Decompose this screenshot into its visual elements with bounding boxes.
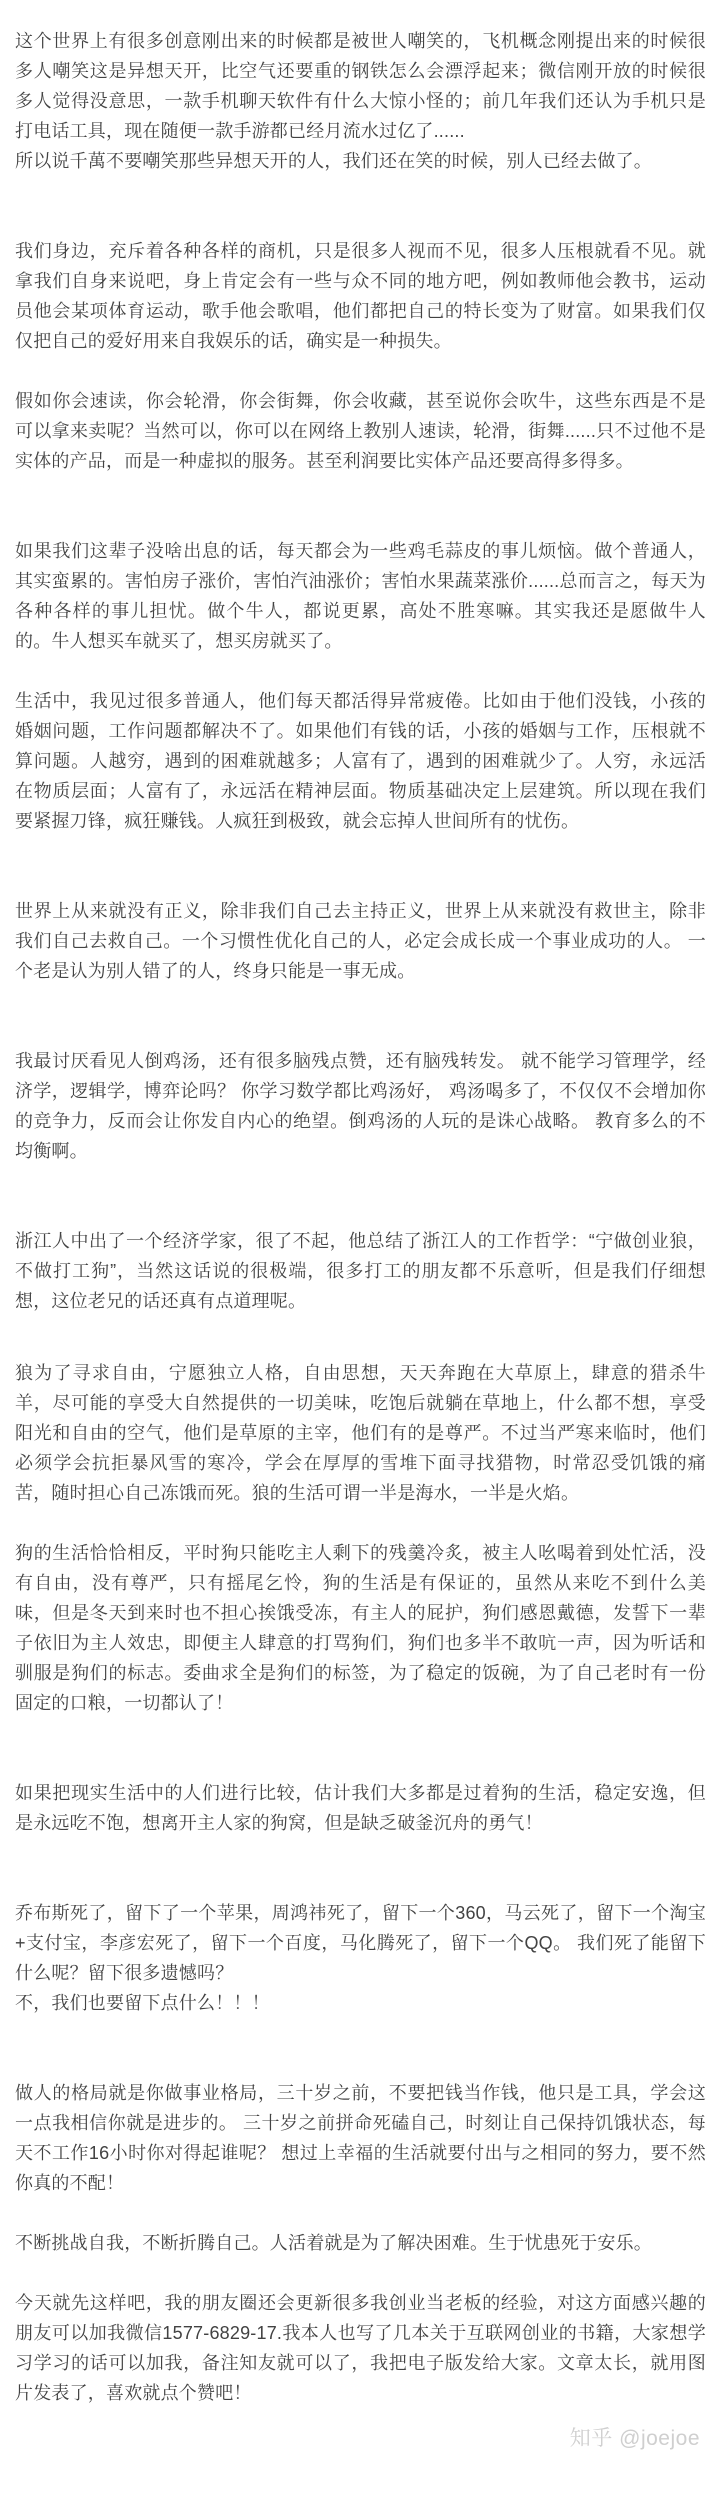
paragraph-dont-mock: 所以说千萬不要嘲笑那些异想天开的人，我们还在笑的时候，别人已经去做了。 <box>15 151 652 171</box>
zhihu-watermark: 知乎 @joejoe <box>569 2427 700 2450</box>
paragraph-ordinary-person: 如果我们这辈子没啥出息的话，每天都会为一些鸡毛蒜皮的事儿烦恼。做个普通人，其实蛮累的。害怕房子涨价，害怕汽油涨价；害怕水果蔬菜涨价......总而言之，每天为各种各样的事儿担忧。做个牛人，都说更累，高处不胜寒嘛。其实我还是愿做牛人的。牛人想买车就买了，想买房就买了。 <box>15 541 706 651</box>
paragraph-life-pattern: 做人的格局就是你做事业格局，三十岁之前，不要把钱当作钱，他只是工具，学会这一点我相信你就是进步的。 三十岁之前拼命死磕自己，时刻让自己保持饥饿状态，每天不工作16小时你对得起谁呢？ 想过上幸福的生活就要付出与之相同的努力，要不然你真的不配！ <box>15 2083 706 2193</box>
paragraph-challenge-self: 不断挑战自我，不断折腾自己。人活着就是为了解决困难。生于忧患死于安乐。 <box>15 2233 652 2253</box>
paragraph-no-justice: 世界上从来就没有正义，除非我们自己去主持正义，世界上从来就没有救世主，除非我们自己去救自己。一个习惯性优化自己的人，必定会成长成一个事业成功的人。 一个老是认为别人错了的人，终身只能是一事无成。 <box>15 901 706 981</box>
paragraph-founders-legacy: 乔布斯死了，留下了一个苹果，周鸿祎死了，留下一个360，马云死了，留下一个淘宝+支付宝，李彦宏死了，留下一个百度，马化腾死了，留下一个QQ。 我们死了能留下什么呢？留下很多遗憾吗？ <box>15 1903 706 1983</box>
paragraph-chicken-soup: 我最讨厌看见人倒鸡汤，还有很多脑残点赞，还有脑残转发。 就不能学习管理学，经济学，逻辑学，博弈论吗？ 你学习数学都比鸡汤好， 鸡汤喝多了，不仅仅不会增加你的竞争力，反而会让你发自内心的绝望。倒鸡汤的人玩的是诛心战略。 教育多么的不均衡啊。 <box>15 1051 706 1161</box>
paragraph-tired-people: 生活中，我见过很多普通人，他们每天都活得异常疲倦。比如由于他们没钱，小孩的婚姻问题，工作问题都解决不了。如果他们有钱的话，小孩的婚姻与工作，压根就不算问题。人越穷，遇到的困难就越多；人富有了，遇到的困难就少了。人穷，永远活在物质层面；人富有了，永远活在精神层面。物质基础决定上层建筑。所以现在我们要紧握刀锋，疯狂赚钱。人疯狂到极致，就会忘掉人世间所有的忧伤。 <box>15 691 706 831</box>
paragraph-skills-to-sell: 假如你会速读，你会轮滑，你会街舞，你会收藏，甚至说你会吹牛，这些东西是不是可以拿来卖呢？当然可以，你可以在网络上教别人速读，轮滑，街舞......只不过他不是实体的产品，而是一种虚拟的服务。甚至利润要比实体产品还要高得多得多。 <box>15 391 706 471</box>
paragraph-closing-wechat: 今天就先这样吧，我的朋友圈还会更新很多我创业当老板的经验，对这方面感兴趣的朋友可以加我微信1577-6829-17.我本人也写了几本关于互联网创业的书籍，大家想学习学习的话可以加我，备注知友就可以了，我把电子版发给大家。文章太长，就用图片发表了，喜欢就点个赞吧！ <box>15 2293 706 2403</box>
paragraph-ideas-mocked: 这个世界上有很多创意刚出来的时候都是被世人嘲笑的，飞机概念刚提出来的时候很多人嘲笑这是异想天开，比空气还要重的钢铁怎么会漂浮起来；微信刚开放的时候很多人觉得没意思，一款手机聊天软件有什么大惊小怪的；前几年我们还认为手机只是打电话工具，现在随便一款手游都已经月流水过亿了...... <box>15 31 706 141</box>
paragraph-wolf-life: 狼为了寻求自由，宁愿独立人格，自由思想，天天奔跑在大草原上，肆意的猎杀牛羊，尽可能的享受大自然提供的一切美味，吃饱后就躺在草地上，什么都不想，享受阳光和自由的空气，他们是草原的主宰，他们有的是尊严。不过当严寒来临时，他们必须学会抗拒暴风雪的寒冷，学会在厚厚的雪堆下面寻找猎物，时常忍受饥饿的痛苦，随时担心自己冻饿而死。狼的生活可谓一半是海水，一半是火焰。 <box>15 1363 706 1503</box>
paragraph-leave-something: 不，我们也要留下点什么！！！ <box>15 1993 270 2013</box>
paragraph-business-chances: 我们身边，充斥着各种各样的商机，只是很多人视而不见，很多人压根就看不见。就拿我们自身来说吧，身上肯定会有一些与众不同的地方吧，例如教师他会教书，运动员他会某项体育运动，歌手他会歌唱，他们都把自己的特长变为了财富。如果我们仅仅把自己的爱好用来自我娱乐的话，确实是一种损失。 <box>15 241 706 351</box>
paragraph-dog-life: 狗的生活恰恰相反，平时狗只能吃主人剩下的残羹冷炙，被主人吆喝着到处忙活，没有自由，没有尊严，只有摇尾乞怜，狗的生活是有保证的，虽然从来吃不到什么美味，但是冬天到来时也不担心挨饿受冻，有主人的屁护，狗们感恩戴德，发誓下一辈子依旧为主人效忠，即便主人肆意的打骂狗们，狗们也多半不敢吭一声，因为听话和驯服是狗们的标志。委曲求全是狗们的标签，为了稳定的饭碗，为了自己老时有一份固定的口粮，一切都认了！ <box>15 1543 706 1713</box>
paragraph-comparison: 如果把现实生活中的人们进行比较，估计我们大多都是过着狗的生活，稳定安逸，但是永远吃不饱，想离开主人家的狗窝，但是缺乏破釜沉舟的勇气！ <box>15 1783 706 1833</box>
paragraph-zhejiang-economist: 浙江人中出了一个经济学家，很了不起，他总结了浙江人的工作哲学：“宁做创业狼，不做打工狗”，当然这话说的很极端，很多打工的朋友都不乐意听，但是我们仔细想想，这位老兄的话还真有点道理呢。 <box>15 1231 706 1311</box>
